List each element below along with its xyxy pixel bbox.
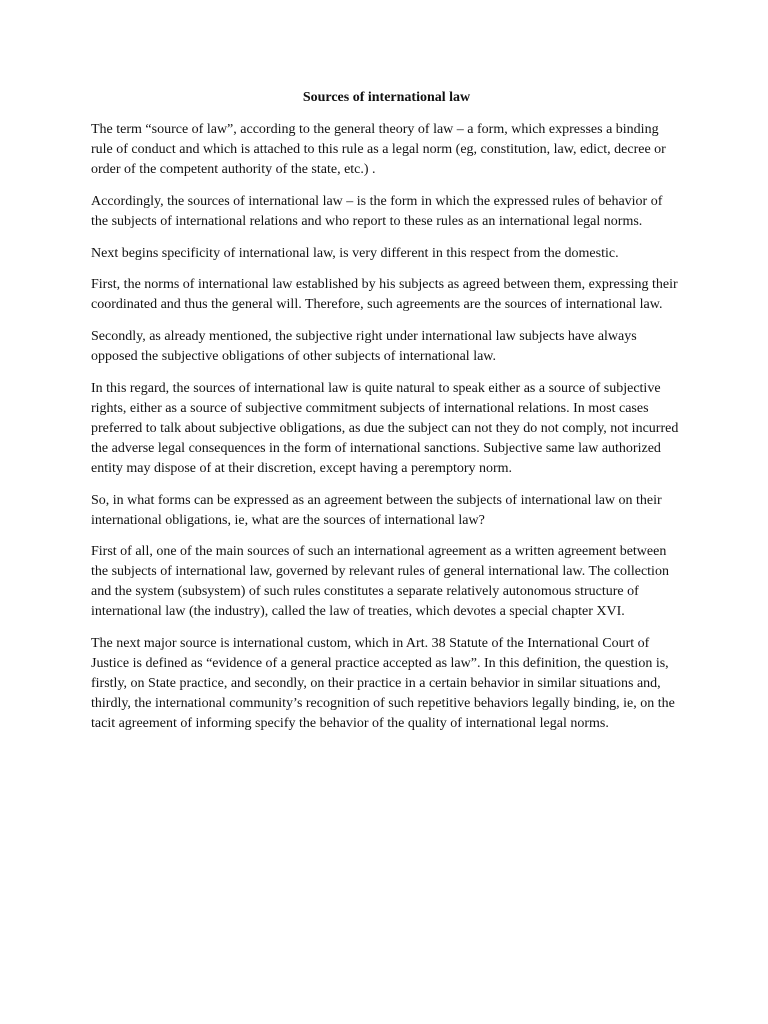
paragraph-first-norms: First, the norms of international law established by his subjects as agreed between them, expressing their coordinated and thus the general will. Therefore, such agreements are the sources of international law.: [91, 277, 678, 313]
paragraph-source-of-law-definition: The term “source of law”, according to the general theory of law – a form, which expresses a binding rule of conduct and which is attached to this rule as a legal norm (eg, constitution, law, edict, decree or order of the competent authority of the state, etc.) .: [91, 122, 666, 177]
paragraph-subjective-obligations: In this regard, the sources of international law is quite natural to speak either as a source of subjective rights, either as a source of subjective commitment subjects of international relations. In most cases preferred to talk about subjective obligations, as due the subject can not they do not comply, not incurred the adverse legal consequences in the form of international sanctions. Subjective same law authorized entity may dispose of at their discretion, except having a peremptory norm.: [91, 381, 679, 476]
paragraph-specificity: Next begins specificity of international law, is very different in this respect from the domestic.: [91, 245, 619, 261]
paragraph-international-custom: The next major source is international custom, which in Art. 38 Statute of the International Court of Justice is defined as “evidence of a general practice accepted as law”. In this definition, the question is, firstly, on State practice, and secondly, on their practice in a certain behavior in similar situations and, thirdly, the international community’s recognition of such repetitive behaviors legally binding, ie, on the tacit agreement of informing specify the behavior of the quality of international legal norms.: [91, 636, 675, 731]
paragraph-written-agreement: First of all, one of the main sources of such an international agreement as a written agreement between the subjects of international law, governed by relevant rules of general international law. The collection and the system (subsystem) of such rules constitutes a separate relatively autonomous structure of international law (the industry), called the law of treaties, which devotes a special chapter XVI.: [91, 544, 669, 620]
paragraph-secondly-subjective-right: Secondly, as already mentioned, the subjective right under international law subjects have always opposed the subjective obligations of other subjects of international law.: [91, 329, 637, 365]
document-title: Sources of international law: [302, 90, 471, 105]
paragraph-forms-question: So, in what forms can be expressed as an agreement between the subjects of international law on their international obligations, ie, what are the sources of international law?: [91, 492, 662, 528]
paragraph-sources-form: Accordingly, the sources of international law – is the form in which the expressed rules of behavior of the subjects of international relations and who report to these rules as an international legal norms.: [91, 193, 663, 229]
